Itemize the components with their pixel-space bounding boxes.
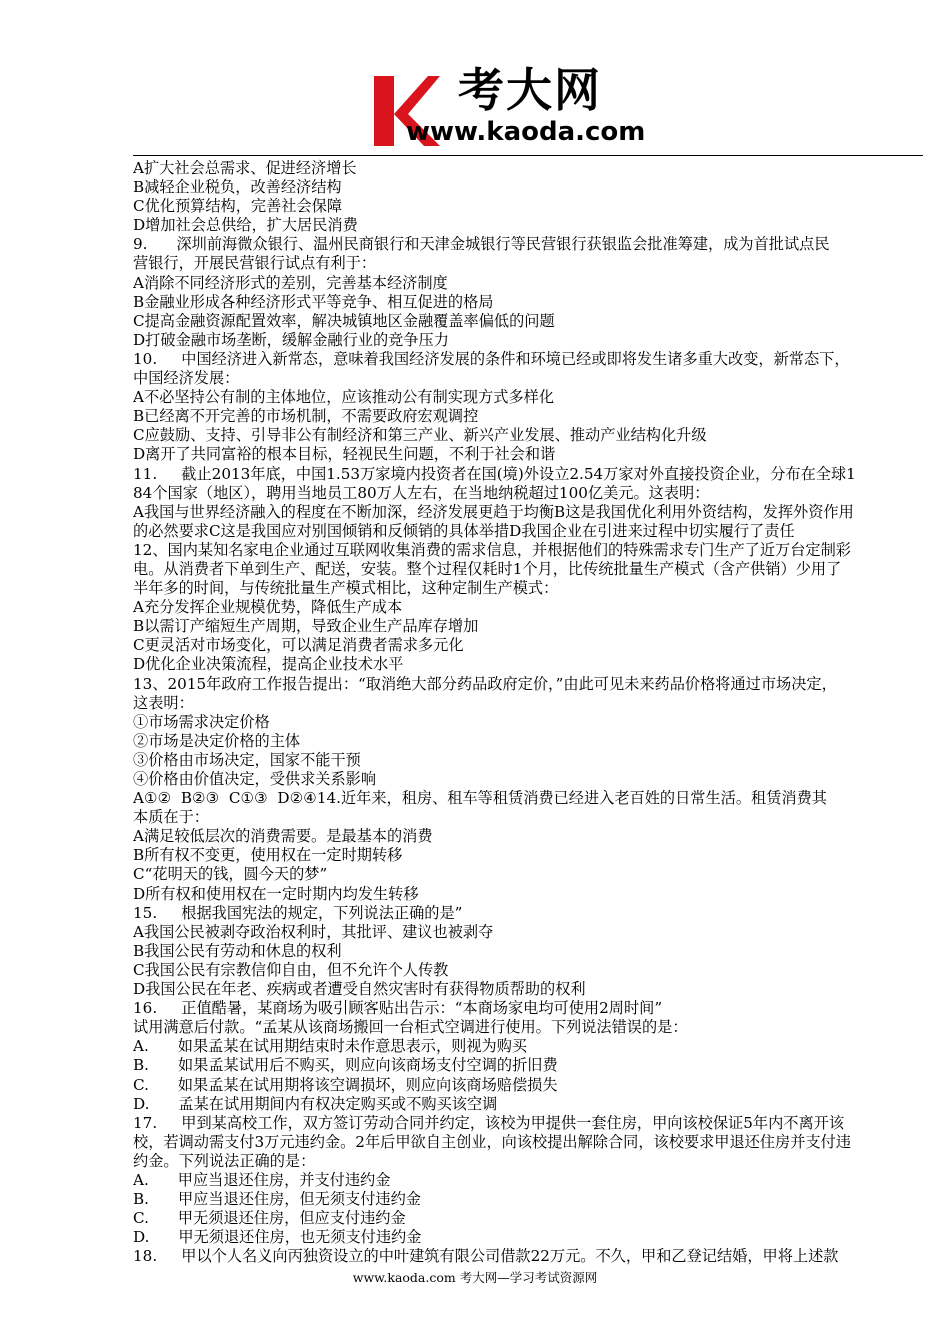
text-line: B. 甲应当退还住房，但无须支付违约金 [133, 1190, 421, 1209]
text-line: 中国经济发展： [133, 369, 240, 388]
text-line: D增加社会总供给，扩大居民消费 [133, 216, 358, 235]
text-line: 9. 深圳前海微众银行、温州民商银行和天津金城银行等民营银行获银监会批准筹建，成为首批试点民 [133, 235, 830, 254]
text-line: A满足较低层次的消费需要。是最基本的消费 [133, 827, 433, 846]
text-line: B减轻企业税负，改善经济结构 [133, 178, 342, 197]
kaoda-logo[interactable] [370, 62, 700, 152]
text-line: A我国公民被剥夺政治权利时，其批评、建议也被剥夺 [133, 922, 494, 941]
text-line: B我国公民有劳动和休息的权利 [133, 941, 342, 960]
text-line: 试用满意后付款。“孟某从该商场搬回一台柜式空调进行使用。下列说法错误的是： [133, 1018, 688, 1037]
text-line: C应鼓励、支持、引导非公有制经济和第三产业、新兴产业发展、推动产业结构化升级 [133, 426, 707, 445]
text-line: B以需订产缩短生产周期，导致企业生产品库存增加 [133, 617, 479, 636]
text-line: A. 如果孟某在试用期结束时未作意思表示，则视为购买 [133, 1037, 528, 1056]
text-line: D. 甲无须退还住房，也无须支付违约金 [133, 1228, 422, 1247]
text-line: A扩大社会总需求、促进经济增长 [133, 159, 357, 177]
text-line: 这表明： [133, 693, 194, 712]
text-line: C. 如果孟某在试用期将该空调损坏，则应向该商场赔偿损失 [133, 1075, 558, 1094]
text-line: B已经离不开完善的市场机制，不需要政府宏观调控 [133, 407, 479, 426]
text-line: A. 甲应当退还住房，并支付违约金 [133, 1170, 391, 1189]
text-line: 半年多的时间，与传统批量生产模式相比，这种定制生产模式： [133, 579, 559, 598]
page-footer: www.kaoda.com 考大网—学习考试资源网 [352, 1270, 598, 1285]
text-line: ③价格由市场决定，国家不能干预 [133, 750, 361, 769]
text-line: 11. 截止2013年底，中国1.53万家境内投资者在国(境)外设立2.54万家对外直接投资企业，分布在全球1 [133, 464, 856, 483]
text-line: B. 如果孟某试用后不购买，则应向该商场支付空调的折旧费 [133, 1056, 558, 1075]
text-line: ④价格由价值决定，受供求关系影响 [133, 770, 376, 788]
text-line: 本质在于： [133, 808, 209, 827]
text-line: 电。从消费者下单到生产、配送，安装。整个过程仅耗时1个月，比传统批量生产模式（含产供销）少用了 [133, 559, 842, 578]
text-line: D. 孟某在试用期间内有权决定购买或不购买该空调 [133, 1094, 498, 1113]
text-line: D所有权和使用权在一定时期内均发生转移 [133, 884, 419, 903]
text-line: 18. 甲以个人名义向丙独资设立的中叶建筑有限公司借款22万元。不久，甲和乙登记结婚，甲将上述款 [133, 1247, 839, 1266]
text-line: 10. 中国经济进入新常态，意味着我国经济发展的条件和环境已经或即将发生诸多重大改变，新常态下， [133, 349, 850, 368]
text-line: A充分发挥企业规模优势，降低生产成本 [133, 598, 403, 617]
text-line: B所有权不变更，使用权在一定时期转移 [133, 846, 403, 865]
text-line: ②市场是决定价格的主体 [133, 731, 301, 750]
document-body [133, 159, 923, 1266]
text-line: A我国与世界经济融入的程度在不断加深，经济发展更趋于均衡B这是我国优化利用外资结构，发挥外资作用 [133, 502, 854, 521]
logo-text: 考大网 [458, 63, 602, 117]
text-line: D打破金融市场垄断，缓解金融行业的竞争压力 [133, 330, 449, 349]
text-line: 84个国家（地区），聘用当地员工80万人左右，在当地纳税超过100亿美元。这表明： [133, 483, 710, 502]
text-line: 13、2015年政府工作报告提出：“取消绝大部分药品政府定价，”由此可见未来药品价格将通过市场决定， [133, 674, 837, 693]
text-line: 12、国内某知名家电企业通过互联网收集消费的需求信息，并根据他们的特殊需求专门生产了近万台定制彩 [133, 540, 851, 559]
text-line: D我国公民在年老、疾病或者遭受自然灾害时有获得物质帮助的权利 [133, 980, 586, 999]
text-line: A①② B②③ C①③ D②④14.近年来，租房、租车等租赁消费已经进入老百姓的日常生活。租赁消费其 [133, 789, 827, 808]
text-line: 约金。下列说法正确的是： [133, 1151, 316, 1170]
text-line: C“花明天的钱，圆今天的梦” [133, 865, 328, 884]
text-line: D优化企业决策流程，提高企业技术水平 [133, 655, 404, 674]
text-line: C. 甲无须退还住房，但应支付违约金 [133, 1209, 406, 1228]
text-line: 16. 正值酷暑，某商场为吸引顾客贴出告示：“本商场家电均可使用2周时间” [133, 999, 663, 1018]
text-line: 营银行，开展民营银行试点有利于： [133, 254, 376, 273]
text-line: C优化预算结构，完善社会保障 [133, 197, 343, 216]
text-line: ①市场需求决定价格 [133, 712, 270, 731]
text-line: C提高金融资源配置效率，解决城镇地区金融覆盖率偏低的问题 [133, 311, 555, 330]
logo-url: www.kaoda.com [406, 117, 646, 147]
header-divider [133, 155, 923, 156]
text-line: A消除不同经济形式的差别，完善基本经济制度 [133, 273, 448, 292]
text-line: 校，若调动需支付3万元违约金。2年后甲欲自主创业，向该校提出解除合同，该校要求甲退还住房并支付违 [133, 1132, 851, 1151]
text-line: C更灵活对市场变化，可以满足消费者需求多元化 [133, 636, 464, 655]
text-line: A不必坚持公有制的主体地位，应该推动公有制实现方式多样化 [133, 388, 555, 407]
text-line: B金融业形成各种经济形式平等竞争、相互促进的格局 [133, 292, 494, 311]
text-line: C我国公民有宗教信仰自由，但不允许个人传教 [133, 960, 449, 979]
text-line: 15. 根据我国宪法的规定，下列说法正确的是” [133, 903, 463, 922]
text-line: 的必然要求C这是我国应对别国倾销和反倾销的具体举措D我国企业在引进来过程中切实履行了责任 [133, 521, 795, 540]
text-line: 17. 甲到某高校工作，双方签订劳动合同并约定，该校为甲提供一套住房，甲向该校保证5年内不离开该 [133, 1113, 845, 1132]
page-header [0, 0, 950, 158]
text-line: D离开了共同富裕的根本目标，轻视民生问题，不利于社会和谐 [133, 445, 556, 464]
